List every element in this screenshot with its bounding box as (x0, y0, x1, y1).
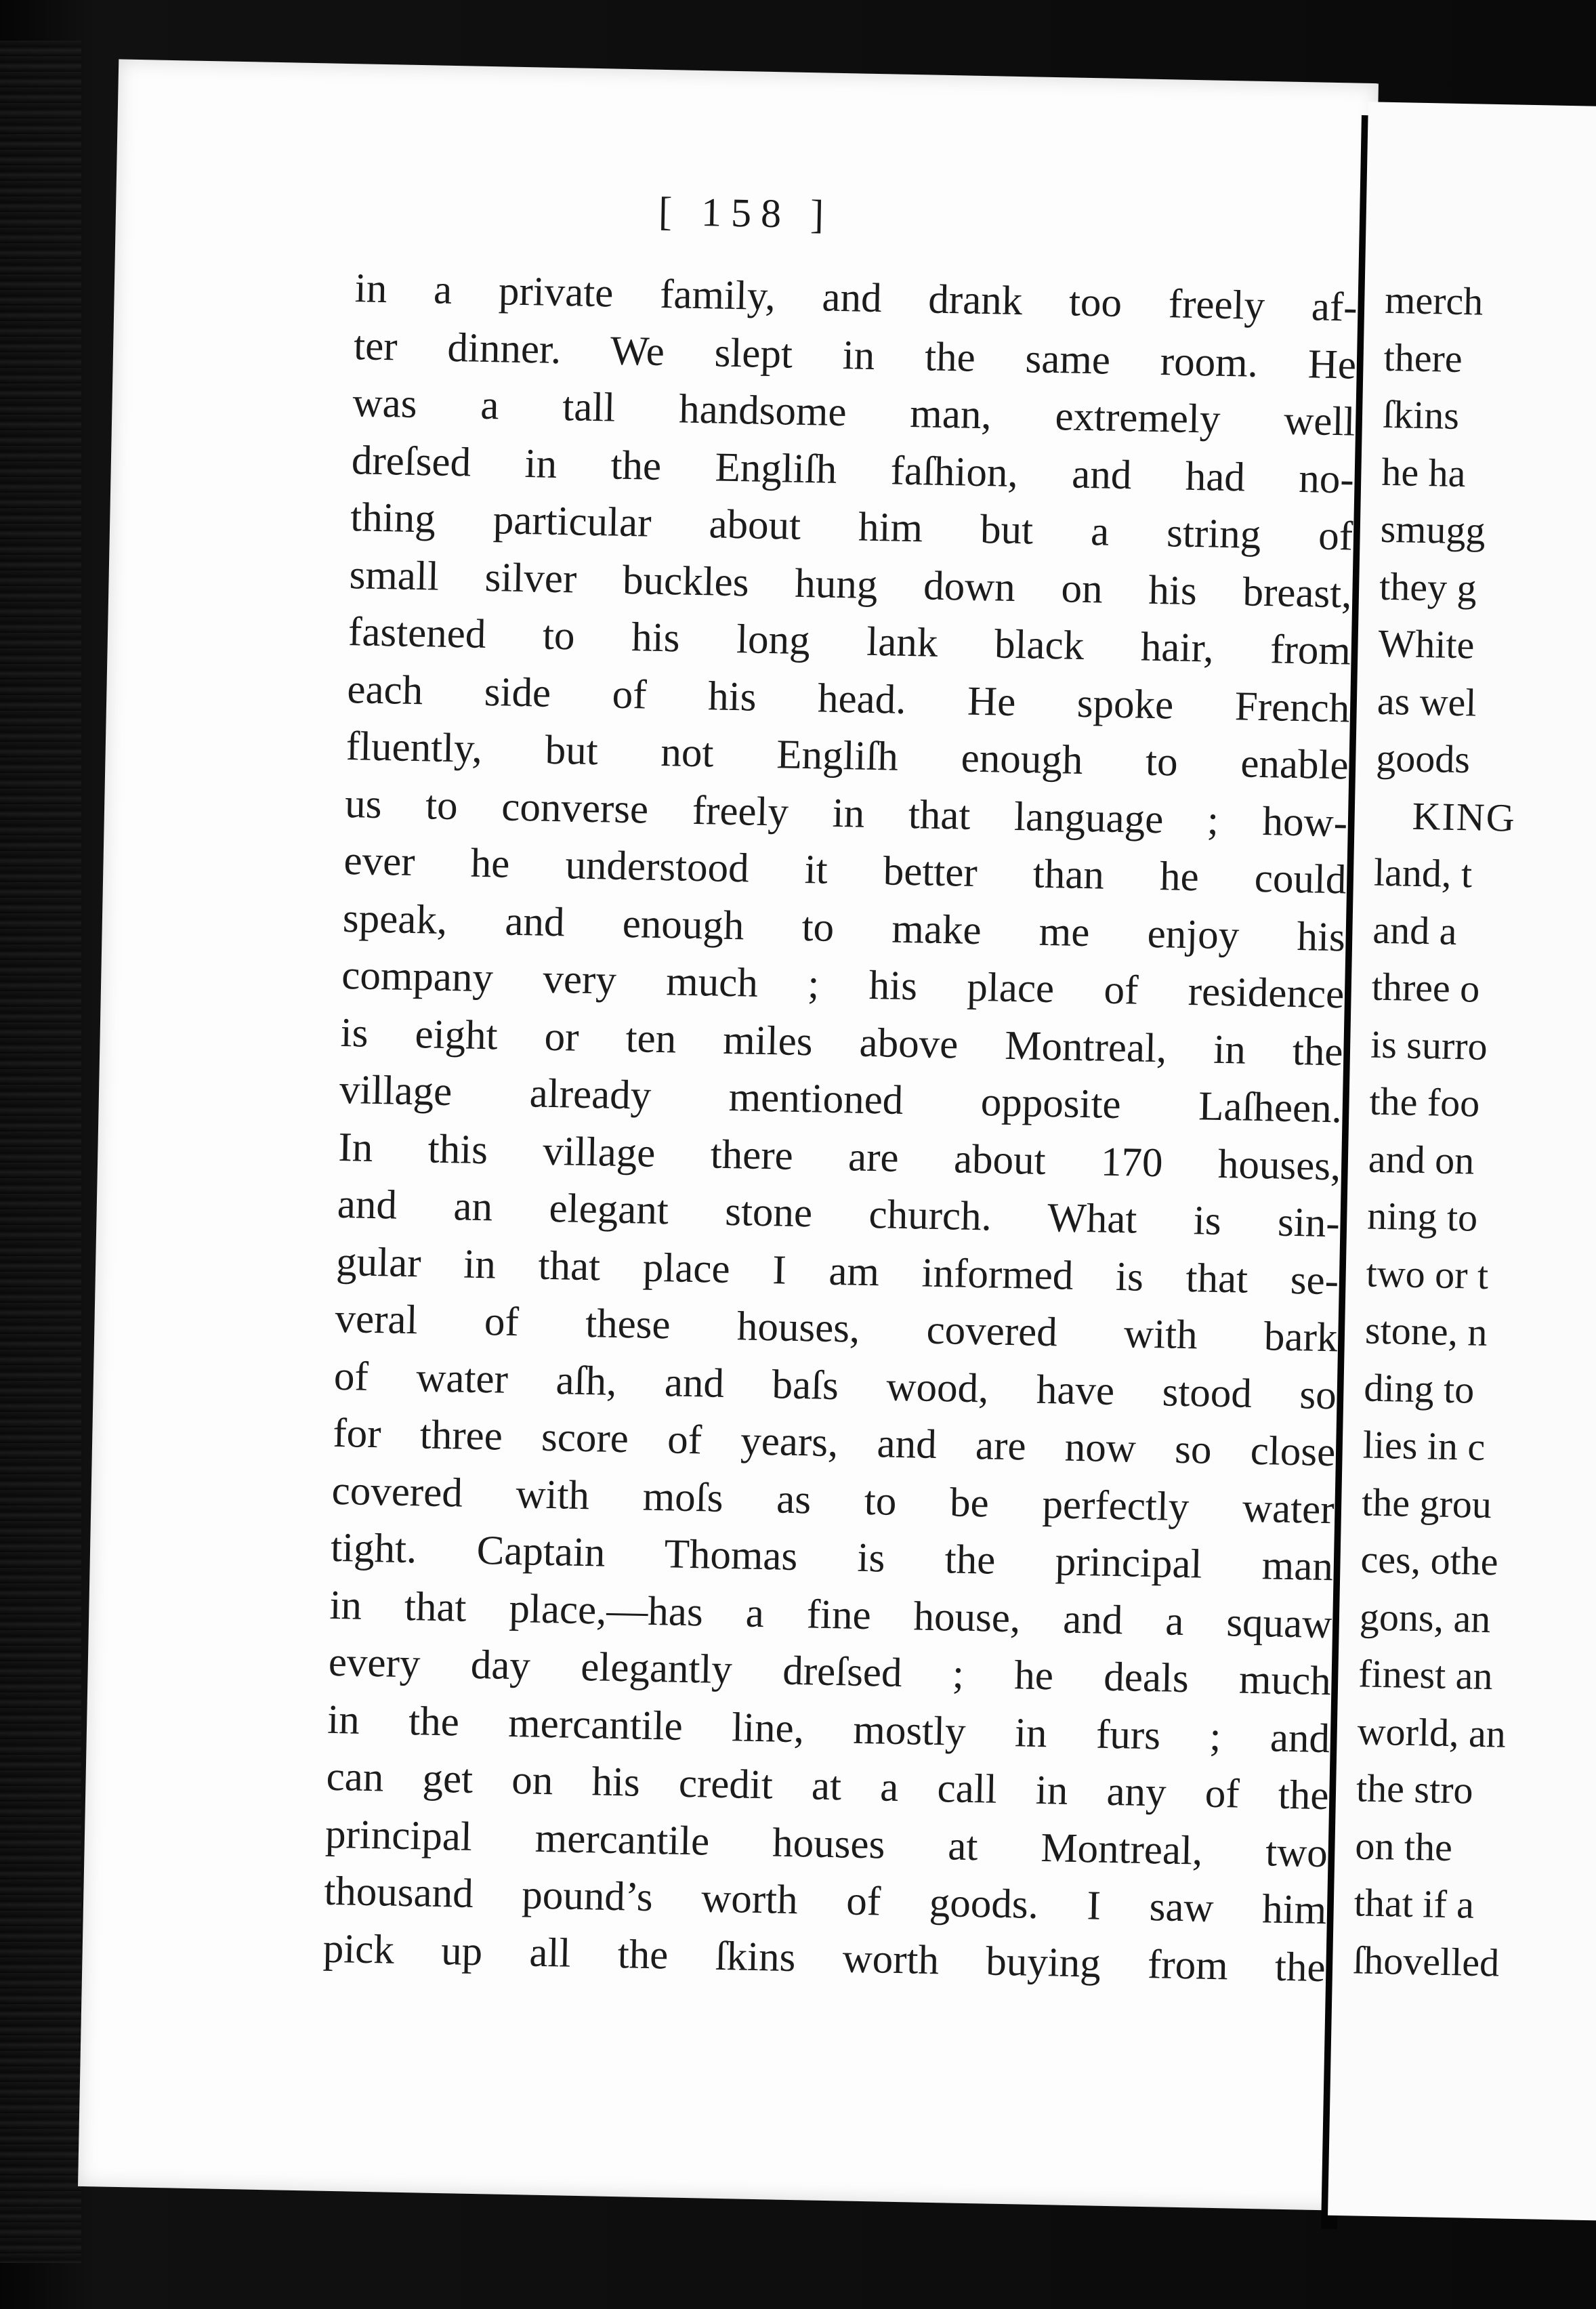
text-line: veral of these houses, covered with bark (335, 1295, 1339, 1361)
text-line: dreſsed in the Engliſh faſhion, and had no- (351, 437, 1355, 503)
text-line: every day elegantly dreſsed ; he deals much (328, 1639, 1332, 1705)
text-line: ever he understood it better than he could (343, 838, 1347, 903)
text-line-fragment: the stro (1356, 1766, 1474, 1812)
left-page (78, 59, 1379, 2210)
text-line: fluently, but not Engliſh enough to enable (345, 724, 1349, 789)
text-line-fragment: there (1383, 335, 1463, 381)
text-line-fragment: gons, an (1359, 1594, 1491, 1641)
text-line-fragment: ning to (1366, 1193, 1478, 1240)
text-line-fragment: ding to (1363, 1365, 1475, 1412)
text-line: and an elegant stone church. What is sin- (337, 1181, 1341, 1247)
text-line-fragment: he ha (1381, 449, 1467, 495)
text-line: is eight or ten miles above Montreal, in the (340, 1010, 1344, 1075)
text-line-fragment: KING (1412, 793, 1517, 840)
text-line: covered with moſs as to be perfectly water (331, 1468, 1335, 1533)
page-number: [ 158 ] (658, 188, 834, 237)
text-line-fragment: on the (1354, 1823, 1453, 1869)
text-line-fragment: land, t (1373, 850, 1473, 896)
text-line-fragment: merch (1384, 277, 1484, 324)
text-line: thousand pound’s worth of goods. I saw him (323, 1868, 1327, 1934)
text-line-fragment: that if a (1353, 1880, 1475, 1927)
text-line: pick up all the ſkins worth buying from the (322, 1926, 1326, 1991)
text-line: In this village there are about 170 houses, (337, 1124, 1341, 1189)
text-line-fragment: two or t (1366, 1251, 1489, 1297)
text-line: in a private family, and drank too freely af- (354, 266, 1358, 331)
text-line-fragment: ſkins (1382, 392, 1460, 438)
text-line-fragment: goods (1375, 735, 1471, 782)
text-line-fragment: and a (1372, 907, 1458, 953)
text-line: was a tall handsome man, extremely well (352, 380, 1356, 445)
text-line-fragment: the grou (1361, 1479, 1492, 1526)
text-line-fragment: the foo (1369, 1079, 1480, 1125)
text-line: each side of his head. He spoke French (346, 666, 1350, 731)
text-line-fragment: is surro (1370, 1022, 1488, 1068)
text-line-fragment: they g (1379, 564, 1477, 610)
text-line: company very much ; his place of residence (341, 953, 1345, 1018)
text-line: can get on his credit at a call in any of the (326, 1753, 1330, 1819)
text-line-fragment: smugg (1380, 506, 1486, 553)
text-line-fragment: as wel (1377, 678, 1477, 725)
right-page-fragment (1328, 102, 1596, 2220)
text-line-fragment: White (1377, 621, 1475, 667)
text-line-fragment: ſhovelled (1352, 1937, 1500, 1984)
text-line-fragment: stone, n (1364, 1308, 1488, 1354)
text-line-fragment: and on (1368, 1136, 1475, 1183)
text-line: small silver buckles hung down on his breast, (349, 552, 1353, 617)
text-line-fragment: ces, othe (1360, 1537, 1499, 1584)
text-line-fragment: world, an (1357, 1708, 1507, 1756)
text-line: village already mentioned opposite Laſheen. (339, 1066, 1343, 1132)
text-line-fragment: three o (1371, 964, 1480, 1011)
text-line: tight. Captain Thomas is the principal man (330, 1524, 1334, 1590)
text-line: us to converse freely in that language ; how- (344, 781, 1348, 846)
text-line-fragment: lies in c (1362, 1422, 1486, 1469)
scan-edge-noise (0, 41, 81, 2263)
left-page-text (322, 260, 1358, 1997)
text-line: in the mercantile line, mostly in furs ; and (327, 1697, 1330, 1762)
right-page-text (1352, 272, 1596, 1995)
text-line: ter dinner. We slept in the same room. He (353, 323, 1357, 388)
text-line: thing particular about him but a string of (350, 495, 1353, 560)
text-line: gular in that place I am informed is that se- (335, 1239, 1339, 1304)
text-line: speak, and enough to make me enjoy his (342, 895, 1346, 960)
text-line: for three score of years, and are now so close (332, 1410, 1336, 1476)
text-line: in that place,—has a fine house, and a squaw (329, 1582, 1332, 1647)
text-line-fragment: finest an (1358, 1651, 1494, 1699)
text-line: fastened to his long lank black hair, from (348, 609, 1351, 674)
text-line: principal mercantile houses at Montreal, two (324, 1811, 1328, 1876)
text-line: of water aſh, and baſs wood, have stood so (333, 1353, 1337, 1418)
